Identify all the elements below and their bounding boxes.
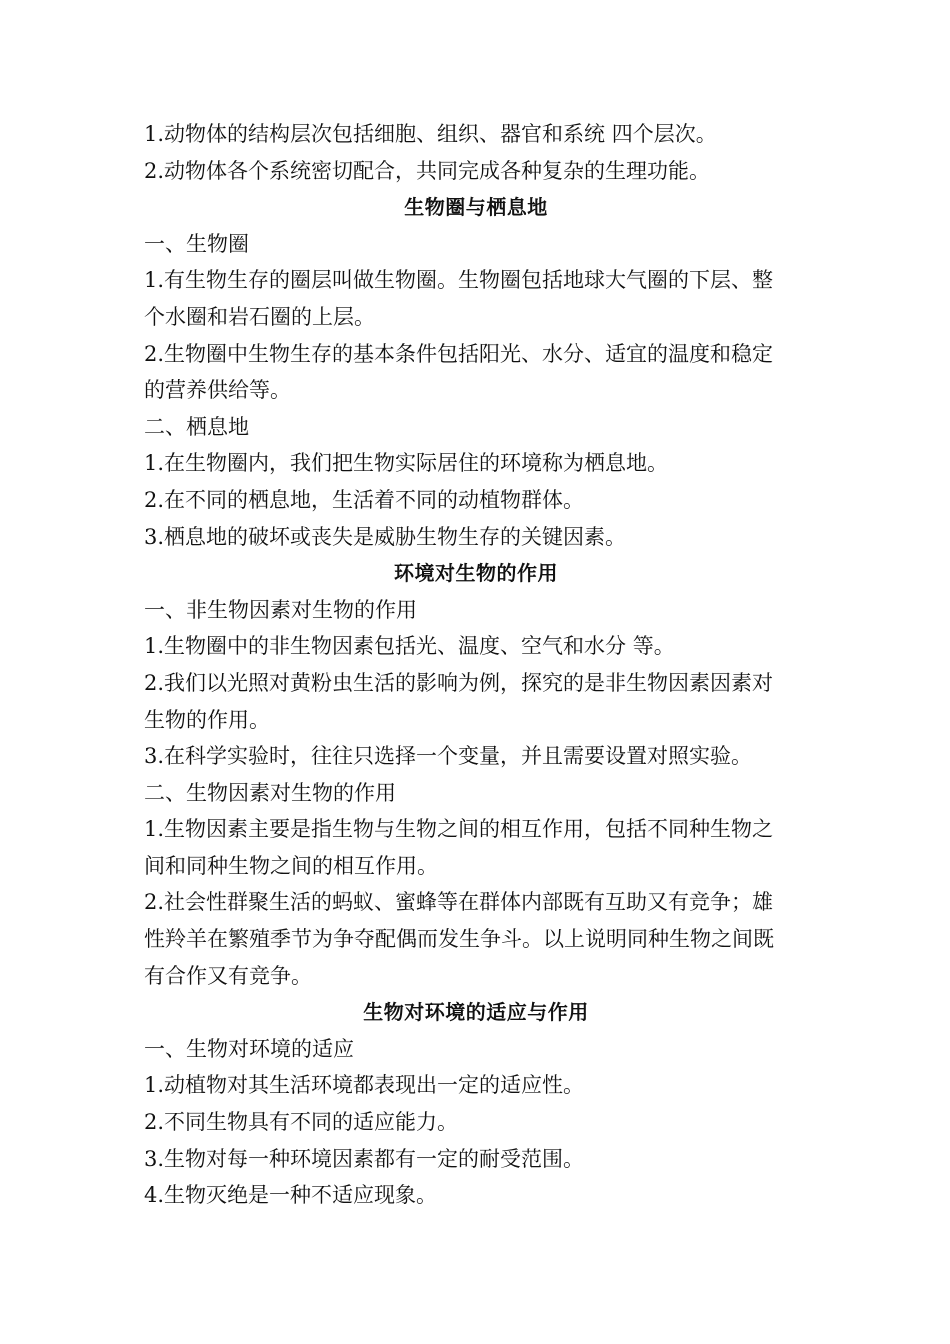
habitat-item-2: 2.在不同的栖息地，生活着不同的动植物群体。 — [144, 487, 585, 512]
document-page — [144, 116, 808, 1214]
abiotic-item-2-line-2: 生物的作用。 — [144, 707, 270, 732]
biotic-item-2-line-2: 性羚羊在繁殖季节为争夺配偶而发生争斗。以上说明同种生物之间既 — [144, 927, 774, 952]
biotic-item-1-line-1: 1.生物因素主要是指生物与生物之间的相互作用，包括不同种生物之 — [144, 817, 774, 842]
intro-item-2: 2.动物体各个系统密切配合，共同完成各种复杂的生理功能。 — [144, 158, 711, 183]
biosphere-item-1-line-2: 个水圈和岩石圈的上层。 — [144, 304, 375, 329]
adaptation-item-1: 1.动植物对其生活环境都表现出一定的适应性。 — [144, 1073, 585, 1098]
habitat-item-3: 3.栖息地的破坏或丧失是威胁生物生存的关键因素。 — [144, 524, 627, 549]
biosphere-item-2-line-2: 的营养供给等。 — [144, 378, 291, 403]
biotic-item-2-line-1: 2.社会性群聚生活的蚂蚁、蜜蜂等在群体内部既有互助又有竞争；雄 — [144, 890, 774, 915]
biosphere-item-1-line-1: 1.有生物生存的圈层叫做生物圈。生物圈包括地球大气圈的下层、整 — [144, 268, 774, 293]
subsection-title-biosphere: 一、生物圈 — [144, 231, 249, 256]
abiotic-item-2-line-1: 2.我们以光照对黄粉虫生活的影响为例，探究的是非生物因素因素对 — [144, 670, 774, 695]
adaptation-item-2: 2.不同生物具有不同的适应能力。 — [144, 1110, 459, 1135]
abiotic-item-3: 3.在科学实验时，往往只选择一个变量，并且需要设置对照实验。 — [144, 744, 753, 769]
section-title-environment-effects: 环境对生物的作用 — [394, 561, 558, 586]
subsection-title-biotic-factors: 二、生物因素对生物的作用 — [144, 780, 396, 805]
habitat-item-1: 1.在生物圈内，我们把生物实际居住的环境称为栖息地。 — [144, 451, 669, 476]
biotic-item-2-line-3: 有合作又有竞争。 — [144, 963, 312, 988]
section-title-adaptation: 生物对环境的适应与作用 — [363, 1000, 589, 1025]
adaptation-item-4: 4.生物灭绝是一种不适应现象。 — [144, 1183, 438, 1208]
abiotic-item-1: 1.生物圈中的非生物因素包括光、温度、空气和水分 等。 — [144, 634, 675, 659]
adaptation-item-3: 3.生物对每一种环境因素都有一定的耐受范围。 — [144, 1146, 585, 1171]
intro-item-1: 1.动物体的结构层次包括细胞、组织、器官和系统 四个层次。 — [144, 122, 717, 146]
biotic-item-1-line-2: 间和同种生物之间的相互作用。 — [144, 853, 438, 878]
subsection-title-adaptation: 一、生物对环境的适应 — [144, 1036, 354, 1061]
section-title-biosphere-habitat: 生物圈与栖息地 — [404, 195, 548, 220]
subsection-title-habitat: 二、栖息地 — [144, 414, 249, 439]
subsection-title-abiotic-factors: 一、非生物因素对生物的作用 — [144, 597, 417, 622]
biosphere-item-2-line-1: 2.生物圈中生物生存的基本条件包括阳光、水分、适宜的温度和稳定 — [144, 341, 774, 366]
